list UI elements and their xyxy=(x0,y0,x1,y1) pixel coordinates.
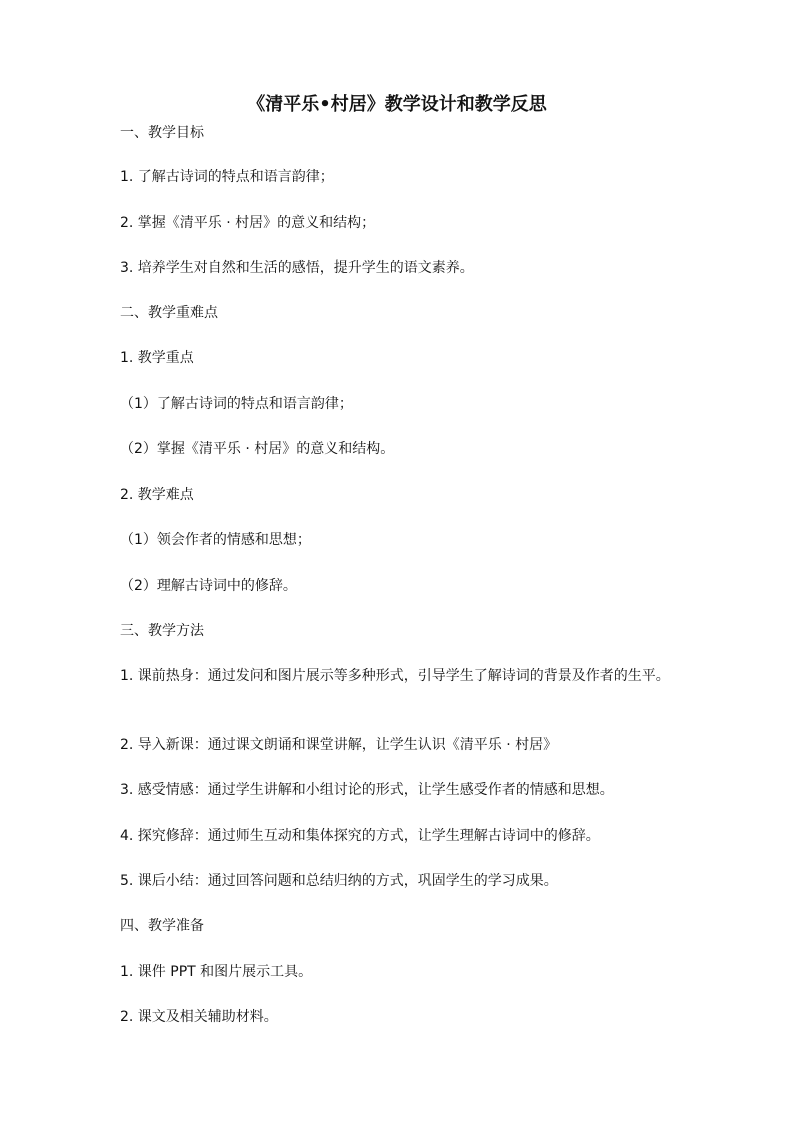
section-heading-methods: 三、教学方法 xyxy=(120,623,204,639)
section-heading-keypoints: 二、教学重难点 xyxy=(120,305,218,321)
difficulty-item-1: （1）领会作者的情感和思想； xyxy=(120,532,311,548)
focus-item-1: （1）了解古诗词的特点和语言韵律； xyxy=(120,396,353,412)
goal-item-3: 3. 培养学生对自然和生活的感悟，提升学生的语文素养。 xyxy=(120,260,474,276)
goal-item-1: 1. 了解古诗词的特点和语言韵律； xyxy=(120,169,334,185)
method-item-4: 4. 探究修辞：通过师生互动和集体探究的方式，让学生理解古诗词中的修辞。 xyxy=(120,828,600,844)
section-heading-goals: 一、教学目标 xyxy=(120,125,204,141)
focus-heading: 1. 教学重点 xyxy=(120,350,194,366)
method-item-5: 5. 课后小结：通过回答问题和总结归纳的方式，巩固学生的学习成果。 xyxy=(120,873,558,889)
document-title: 《清平乐•村居》教学设计和教学反思 xyxy=(247,94,547,115)
section-heading-preparation: 四、教学准备 xyxy=(120,918,204,934)
preparation-item-1: 1. 课件 PPT 和图片展示工具。 xyxy=(120,964,313,980)
difficulty-heading: 2. 教学难点 xyxy=(120,487,194,503)
focus-item-2: （2）掌握《清平乐 · 村居》的意义和结构。 xyxy=(120,441,395,457)
method-item-3: 3. 感受情感：通过学生讲解和小组讨论的形式，让学生感受作者的情感和思想。 xyxy=(120,782,614,798)
preparation-item-2: 2. 课文及相关辅助材料。 xyxy=(120,1009,278,1025)
goal-item-2: 2. 掌握《清平乐 · 村居》的意义和结构； xyxy=(120,215,376,231)
difficulty-item-2: （2）理解古诗词中的修辞。 xyxy=(120,578,297,594)
method-item-1: 1. 课前热身：通过发问和图片展示等多种形式，引导学生了解诗词的背景及作者的生平。 xyxy=(120,668,670,684)
method-item-2: 2. 导入新课：通过课文朗诵和课堂讲解，让学生认识《清平乐 · 村居》 xyxy=(120,737,558,753)
